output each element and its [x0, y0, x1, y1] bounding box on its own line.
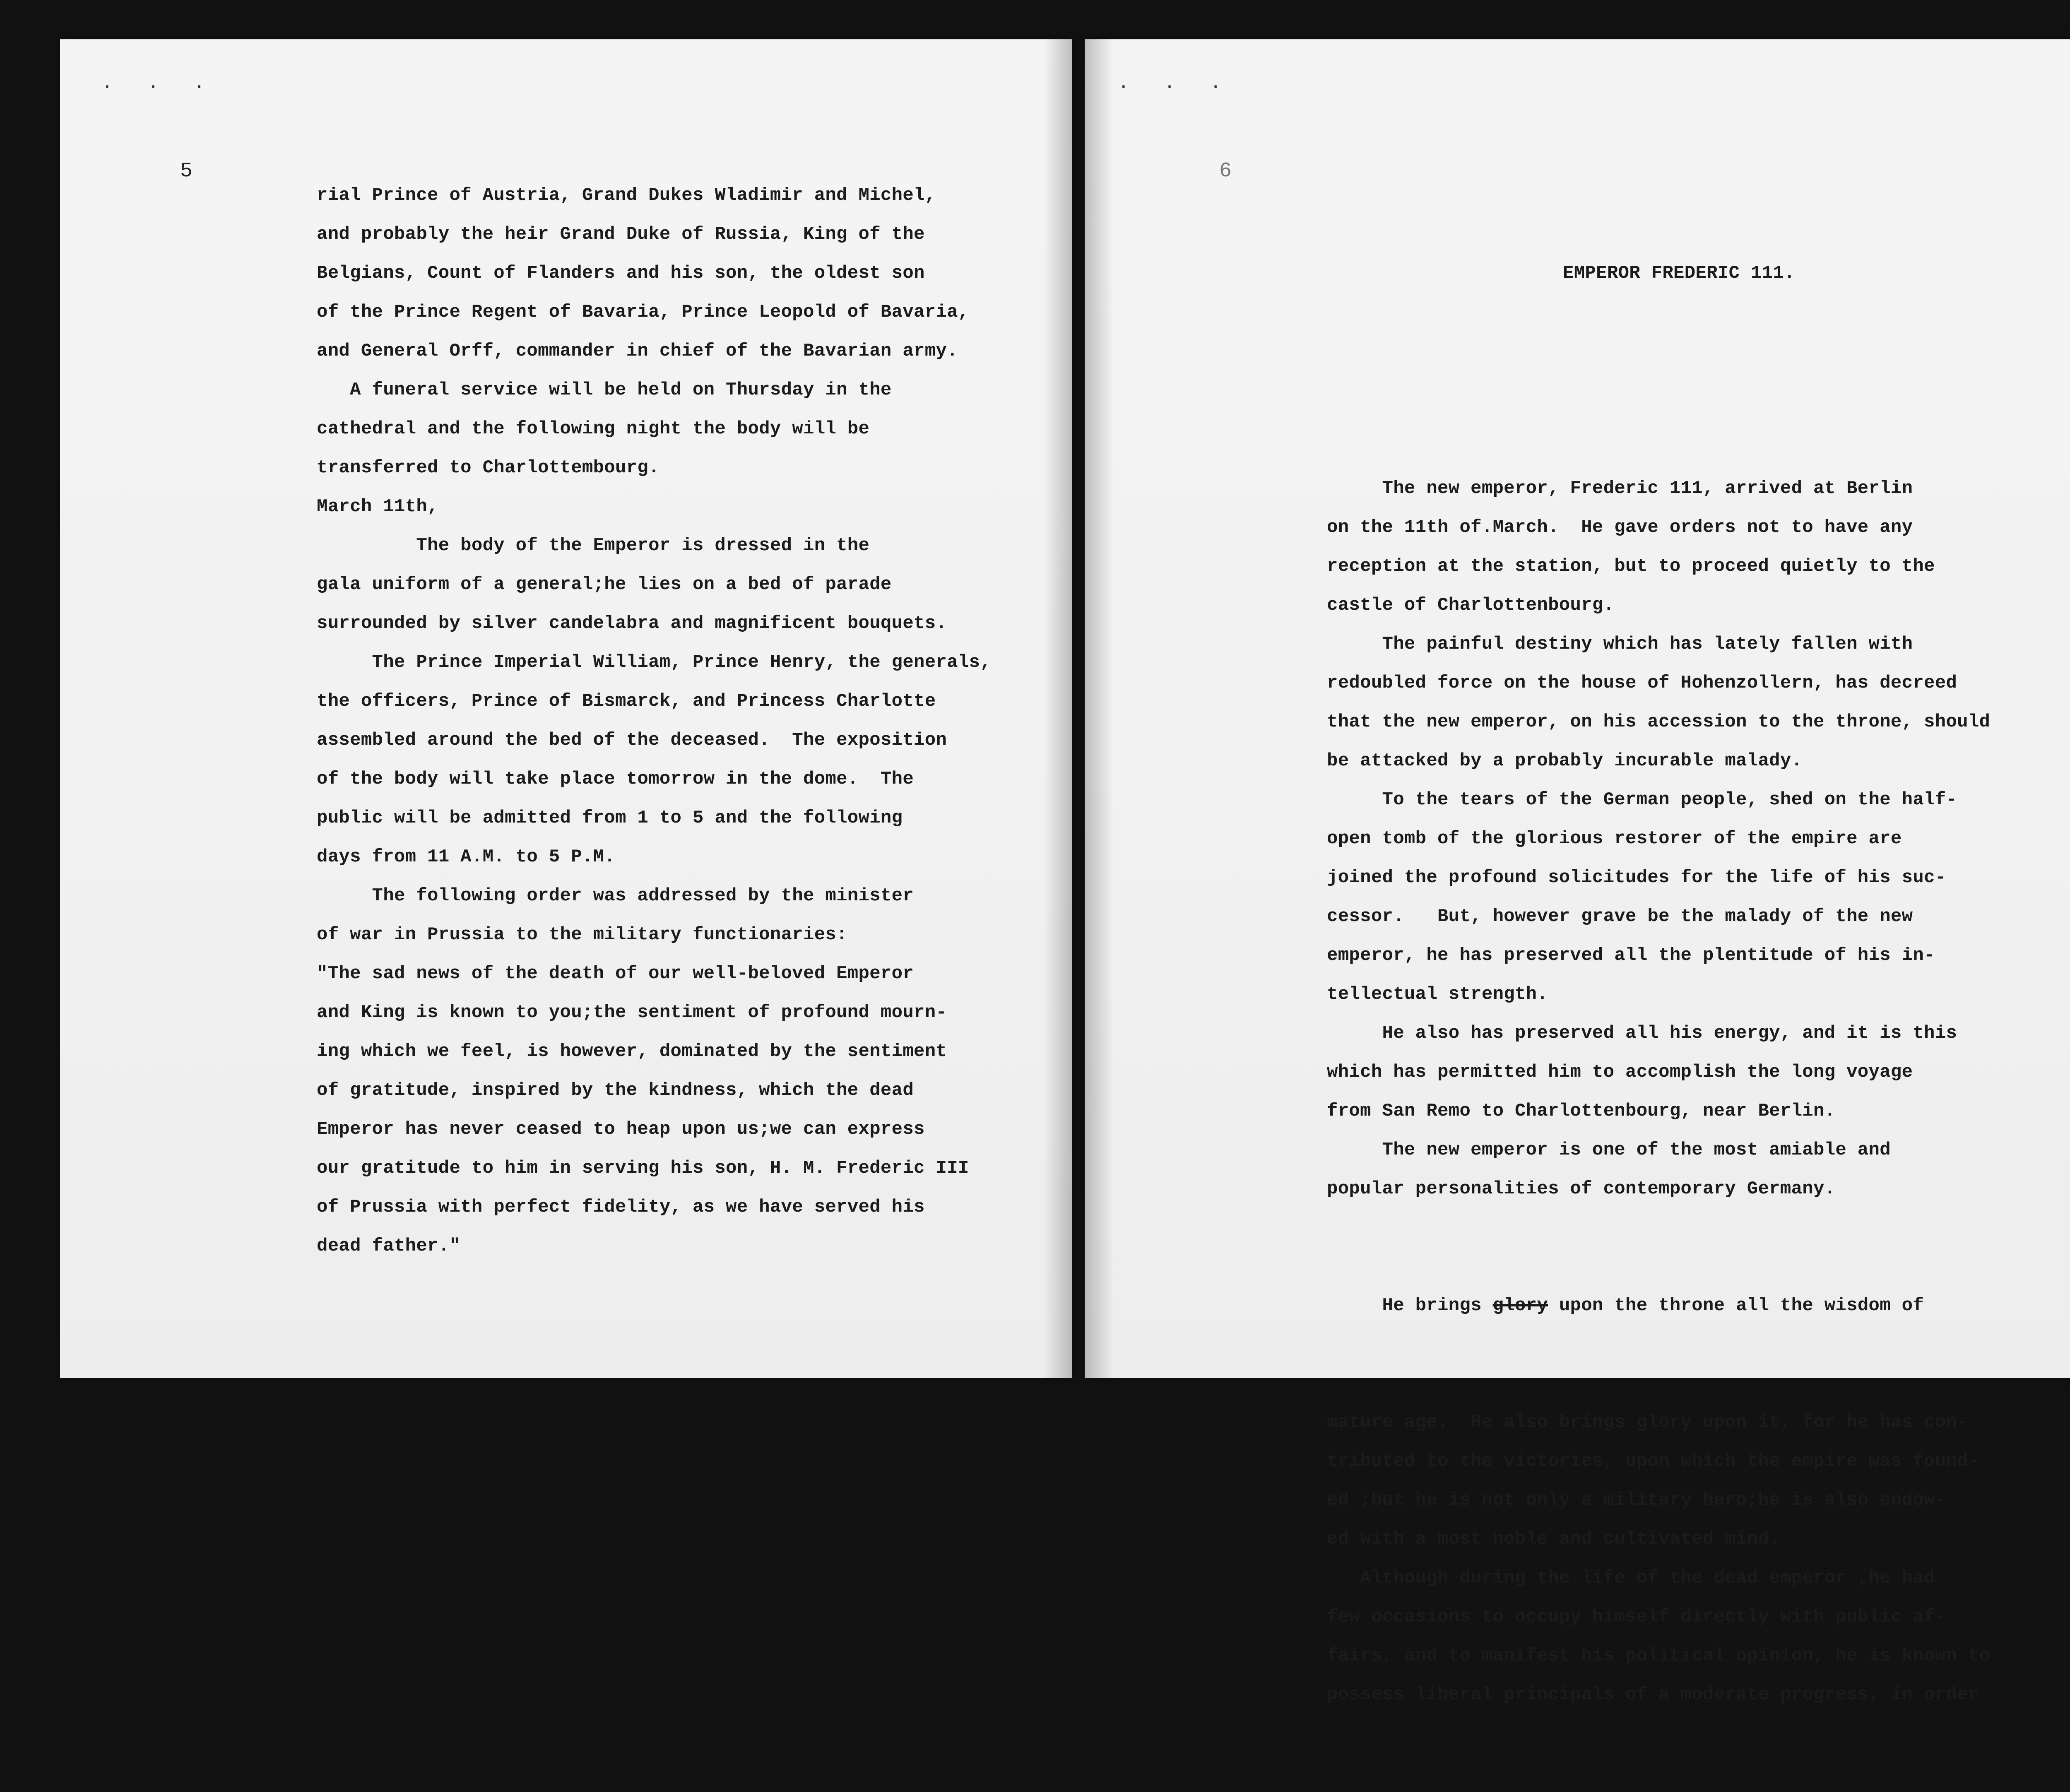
blank-line [1327, 370, 1990, 391]
text-line: castle of Charlottenbourg. [1327, 595, 1615, 616]
text-line: joined the profound solicitudes for the life of his suc- [1327, 867, 1946, 888]
text-line: and General Orff, commander in chief of the Bavarian army. [317, 341, 958, 361]
strike-after: upon the throne all the wisdom of [1548, 1295, 1924, 1316]
text-line: ed with a most noble and cultivated mind. [1327, 1529, 1780, 1549]
text-line: and probably the heir Grand Duke of Russia, King of the [317, 224, 925, 245]
text-line: The painful destiny which has lately fallen with [1327, 634, 1913, 654]
text-line: open tomb of the glorious restorer of the empire are [1327, 828, 1902, 849]
text-line: transferred to Charlottembourg. [317, 457, 660, 478]
text-line: Emperor has never ceased to heap upon us;we can express [317, 1119, 925, 1140]
text-line: He also has preserved all his energy, and it is this [1327, 1023, 1957, 1044]
text-line: of gratitude, inspired by the kindness, which the dead [317, 1080, 914, 1101]
text-line: ing which we feel, is however, dominated by the sentiment [317, 1041, 947, 1062]
text-line: few occasions to occupy himself directly with public af- [1327, 1607, 1946, 1627]
text-line: dead father." [317, 1236, 461, 1256]
text-line: which has permitted him to accomplish the long voyage [1327, 1062, 1913, 1082]
text-line-strike [1327, 1286, 1990, 1325]
strike-before: He brings [1327, 1295, 1493, 1316]
corner-marks-left: . . . [101, 72, 217, 94]
text-line: ed ;but he is not only a military hero;he is also endow- [1327, 1490, 1946, 1511]
right-page [1085, 39, 2070, 1705]
text-line: tributed to the victories, upon which the empire was found- [1327, 1451, 1979, 1472]
left-page [60, 39, 1072, 1378]
text-line: The Prince Imperial William, Prince Henry, the generals, [317, 652, 991, 673]
text-line: that the new emperor, on his accession to the throne, should [1327, 712, 1991, 732]
struck-word: glory [1492, 1295, 1548, 1316]
text-line: fairs, and to manifest his political opinion, he is known to [1327, 1645, 1991, 1666]
text-line: cessor. But, however grave be the malady of the new [1327, 906, 1913, 927]
text-line: of war in Prussia to the military functionaries: [317, 924, 847, 945]
text-line: be attacked by a probably incurable malady. [1327, 750, 1803, 771]
text-line: popular personalities of contemporary Germany. [1327, 1179, 1836, 1199]
text-line: on the 11th of.March. He gave orders not to have any [1327, 517, 1913, 538]
right-page-text [1327, 176, 1990, 1792]
text-line: days from 11 A.M. to 5 P.M. [317, 847, 616, 867]
text-line: The new emperor, Frederic 111, arrived at Berlin [1327, 478, 1913, 499]
text-line: reception at the station, but to proceed quietly to the [1327, 556, 1935, 577]
text-line: mature age. He also brings glory upon it, for he has con- [1327, 1412, 1968, 1433]
chapter-title: EMPEROR FREDERIC 111. [1563, 263, 1795, 284]
text-line: cathedral and the following night the body will be [317, 419, 870, 439]
page-number-left: 5 [180, 159, 193, 183]
text-line: possess liberal principals of a moderate progress, in order [1327, 1684, 1979, 1705]
gutter-shadow-left [1043, 39, 1072, 1378]
text-line: gala uniform of a general;he lies on a bed of parade [317, 574, 892, 595]
text-line: The following order was addressed by the minister [317, 885, 914, 906]
text-line: the officers, Prince of Bismarck, and Princess Charlotte [317, 691, 936, 712]
text-line: our gratitude to him in serving his son, H. M. Frederic III [317, 1158, 969, 1179]
text-line: The new emperor is one of the most amiable and [1327, 1140, 1891, 1160]
text-line: emperor, he has preserved all the plentitude of his in- [1327, 945, 1935, 966]
text-line: "The sad news of the death of our well-beloved Emperor [317, 963, 914, 984]
text-line: tellectual strength. [1327, 984, 1548, 1005]
text-line: of the Prince Regent of Bavaria, Prince Leopold of Bavaria, [317, 302, 969, 322]
text-line: and King is known to you;the sentiment of profound mourn- [317, 1002, 947, 1023]
text-line: Although during the life of the dead emperor ,he had [1327, 1568, 1935, 1588]
text-line: Belgians, Count of Flanders and his son, the oldest son [317, 263, 925, 284]
text-line: of Prussia with perfect fidelity, as we have served his [317, 1197, 925, 1217]
text-line: To the tears of the German people, shed on the half- [1327, 789, 1957, 810]
text-line: A funeral service will be held on Thursday in the [317, 380, 892, 400]
text-line: of the body will take place tomorrow in the dome. The [317, 769, 914, 789]
text-line: public will be admitted from 1 to 5 and the following [317, 808, 903, 828]
text-line: March 11th, [317, 496, 438, 517]
text-line: rial Prince of Austria, Grand Dukes Wladimir and Michel, [317, 185, 936, 206]
gutter-shadow-right [1085, 39, 1114, 1378]
text-line: from San Remo to Charlottenbourg, near Berlin. [1327, 1101, 1836, 1121]
left-page-text [317, 176, 991, 1265]
page-number-right: 6 [1219, 159, 1232, 183]
text-line: The body of the Emperor is dressed in the [317, 535, 870, 556]
text-line: surrounded by silver candelabra and magnificent bouquets. [317, 613, 947, 634]
text-line: assembled around the bed of the deceased. The exposition [317, 730, 947, 750]
text-line: redoubled force on the house of Hohenzollern, has decreed [1327, 673, 1957, 693]
corner-marks-right: . . . [1118, 72, 1233, 94]
